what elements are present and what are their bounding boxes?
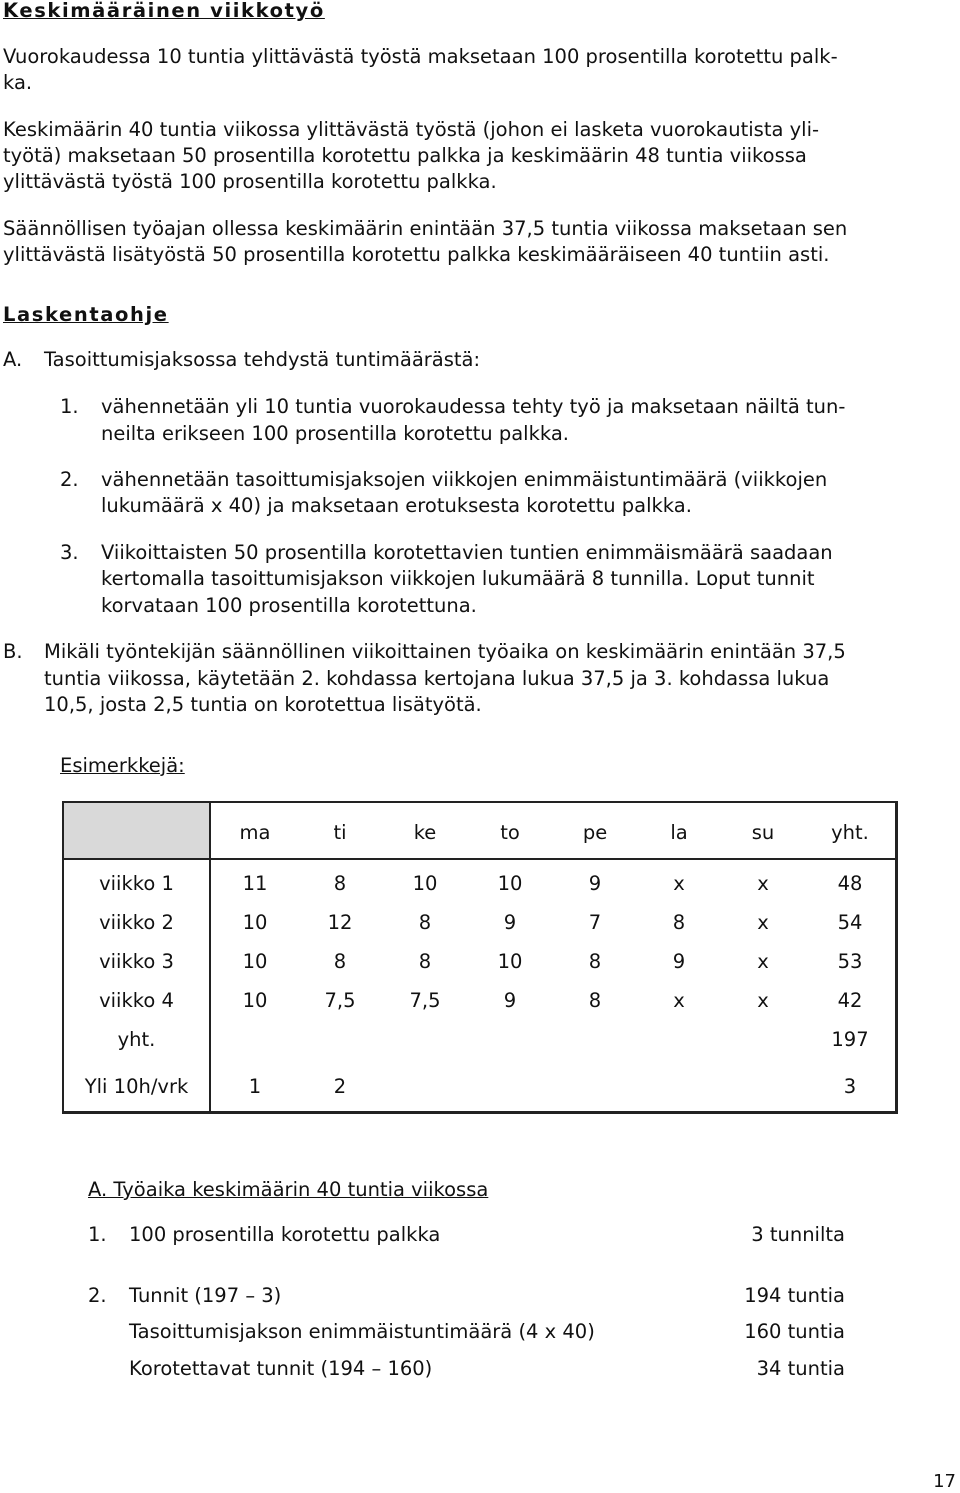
table-cell: 7,5 <box>324 989 356 1012</box>
table-cell: 2 <box>333 1075 347 1098</box>
table-cell: 42 <box>837 989 863 1012</box>
table-cell: 10 <box>412 872 438 895</box>
item-number: 3. <box>60 541 79 564</box>
table-header-cell: yht. <box>831 821 869 844</box>
table-cell: 11 <box>242 872 268 895</box>
table-cell: 10 <box>242 950 268 973</box>
table-cell: 9 <box>503 911 517 934</box>
table-header-cell: la <box>670 821 688 844</box>
item-text-line: vähennetään tasoittumisjaksojen viikkojen enimmäistuntimäärä (viikkojen <box>101 468 828 491</box>
list-text-b-line: tuntia viikossa, käytetään 2. kohdassa kertojana lukua 37,5 ja 3. kohdassa lukua <box>44 667 830 690</box>
calc-value: 160 tuntia <box>744 1320 845 1343</box>
item-text-line: korvataan 100 prosentilla korotettuna. <box>101 594 477 617</box>
calc-label: 100 prosentilla korotettu palkka <box>129 1223 441 1246</box>
table-total-label: yht. <box>117 1028 156 1051</box>
table-cell: 7 <box>588 911 602 934</box>
table-header-cell: su <box>751 821 775 844</box>
list-text-a: Tasoittumisjaksossa tehdystä tuntimäärästä: <box>44 348 481 371</box>
table-cell: x <box>673 872 685 895</box>
table-header-cell: ti <box>333 821 347 844</box>
table-cell: 48 <box>837 872 863 895</box>
table-cell: 9 <box>672 950 686 973</box>
table-cell: 8 <box>418 950 432 973</box>
table-cell: 3 <box>843 1075 857 1098</box>
calc-value: 34 tuntia <box>756 1357 845 1380</box>
examples-title: Esimerkkejä: <box>60 754 185 777</box>
paragraph-line: ylittävästä työstä 100 prosentilla korotettu palkka. <box>3 170 497 193</box>
table-cell: 8 <box>672 911 686 934</box>
table-header-cell: ke <box>413 821 437 844</box>
calc-number: 1. <box>88 1223 107 1246</box>
list-text-b-line: 10,5, josta 2,5 tuntia on korotettua lisätyötä. <box>44 693 482 716</box>
paragraph-line: työtä) maksetaan 50 prosentilla korotettu palkka ja keskimäärin 48 tuntia viikossa <box>3 144 807 167</box>
table-total-value: 197 <box>831 1028 869 1051</box>
page-number: 17 <box>933 1471 956 1492</box>
table-cell: 8 <box>418 911 432 934</box>
calc-label: Tasoittumisjakson enimmäistuntimäärä (4 x 40) <box>129 1320 595 1343</box>
table-cell: 10 <box>497 950 523 973</box>
table-header-divider <box>64 858 895 860</box>
item-number: 2. <box>60 468 79 491</box>
table-header-cell: ma <box>239 821 271 844</box>
calc-number: 2. <box>88 1284 107 1307</box>
table-cell: 7,5 <box>409 989 441 1012</box>
paragraph-line: Säännöllisen työajan ollessa keskimäärin enintään 37,5 tuntia viikossa maksetaan sen <box>3 217 848 240</box>
section-title-laskentaohje: Laskentaohje <box>3 303 169 326</box>
paragraph-line: Vuorokaudessa 10 tuntia ylittävästä työstä maksetaan 100 prosentilla korotettu palk- <box>3 45 838 68</box>
table-cell: 10 <box>242 989 268 1012</box>
table-header-cell: to <box>500 821 520 844</box>
section-title-keskimaarainen-viikkotyo: Keskimääräinen viikkotyö <box>3 0 325 22</box>
calc-value: 194 tuntia <box>744 1284 845 1307</box>
item-number: 1. <box>60 395 79 418</box>
calc-label: Korotettavat tunnit (194 – 160) <box>129 1357 433 1380</box>
table-cell: x <box>757 950 769 973</box>
table-cell: 8 <box>333 950 347 973</box>
table-cell: x <box>757 911 769 934</box>
table-column-divider <box>209 803 211 1111</box>
table-row-label: viikko 2 <box>99 911 174 934</box>
calc-title: A. Työaika keskimäärin 40 tuntia viikossa <box>88 1178 489 1201</box>
table-cell: x <box>757 872 769 895</box>
table-cell: 10 <box>242 911 268 934</box>
table-cell: 10 <box>497 872 523 895</box>
table-row-label: viikko 1 <box>99 872 174 895</box>
item-text-line: vähennetään yli 10 tuntia vuorokaudessa tehty työ ja maksetaan näiltä tun- <box>101 395 846 418</box>
table-cell: 8 <box>588 950 602 973</box>
paragraph-line: Keskimäärin 40 tuntia viikossa ylittävästä työstä (johon ei lasketa vuorokautista yli- <box>3 118 820 141</box>
item-text-line: neilta erikseen 100 prosentilla korotettu palkka. <box>101 422 569 445</box>
table-header-cell: pe <box>582 821 608 844</box>
table-over-label: Yli 10h/vrk <box>84 1075 189 1098</box>
table-row-label: viikko 3 <box>99 950 174 973</box>
table-cell: 8 <box>588 989 602 1012</box>
table-cell: 9 <box>503 989 517 1012</box>
paragraph-line: ylittävästä lisätyöstä 50 prosentilla korotettu palkka keskimääräiseen 40 tuntiin asti. <box>3 243 830 266</box>
table-cell: x <box>673 989 685 1012</box>
calc-label: Tunnit (197 – 3) <box>129 1284 282 1307</box>
calc-value: 3 tunnilta <box>751 1223 845 1246</box>
table-header-corner <box>64 803 210 859</box>
table-cell: 12 <box>327 911 353 934</box>
list-text-b-line: Mikäli työntekijän säännöllinen viikoittainen työaika on keskimäärin enintään 37,5 <box>44 640 846 663</box>
table-cell: 53 <box>837 950 863 973</box>
list-marker-a: A. <box>3 348 23 371</box>
item-text-line: kertomalla tasoittumisjakson viikkojen lukumäärä 8 tunnilla. Loput tunnit <box>101 567 815 590</box>
table-cell: 8 <box>333 872 347 895</box>
list-marker-b: B. <box>3 640 23 663</box>
table-row-label: viikko 4 <box>99 989 174 1012</box>
table-cell: 54 <box>837 911 863 934</box>
table-cell: 9 <box>588 872 602 895</box>
item-text-line: lukumäärä x 40) ja maksetaan erotuksesta korotettu palkka. <box>101 494 692 517</box>
paragraph-line: ka. <box>3 71 33 94</box>
table-cell: 1 <box>248 1075 262 1098</box>
table-cell: x <box>757 989 769 1012</box>
item-text-line: Viikoittaisten 50 prosentilla korotettavien tuntien enimmäismäärä saadaan <box>101 541 833 564</box>
